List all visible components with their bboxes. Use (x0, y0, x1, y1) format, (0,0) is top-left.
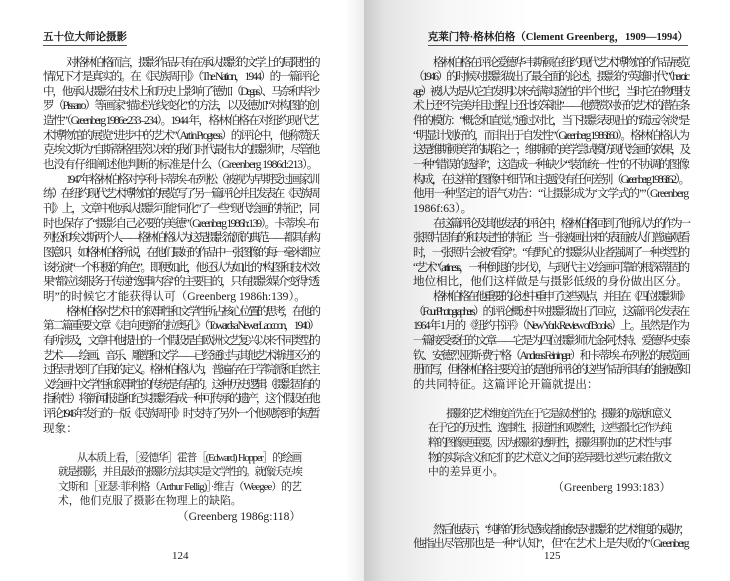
body-text-line: 指称性）将新闻报道和纪实摄影看成一种可传承的遗产，这个假设在他 (43, 392, 318, 406)
body-text-line: “明显计划好的，而非出于自发性”（Greenberg 1986f:60）。格林伯格认为 (413, 128, 688, 142)
body-text-line: 他指出尽管那也是一种“认知”，但“在艺术上是失败的”（Greenberg (413, 537, 688, 551)
body-text-line: 张照片固有的和决定性的特征：当一张被画出来的表面被人们普遍观看 (413, 231, 688, 245)
body-text-line: 该扮演“一个积极的角色”。即便如此，他还认为如此的“构图和技术效 (43, 260, 318, 274)
block-quote-line: 就是摄影，并且最好的摄影方法其实是文学性的。就像沃克·埃 (58, 466, 301, 479)
running-header-chapter-title: 克莱门特·格林伯格（Clement Greenberg，1909—1994） (428, 29, 688, 46)
body-text-line: 列松和埃文斯两个人——格林伯格认为这是摄影流派的典范——都具有构 (43, 231, 318, 245)
body-text-line: 对格林伯格而言，摄影作品只有在承认摄影的文学上的局限性的 (66, 55, 318, 69)
body-text-line: 1947 年格林伯格对亨利·卡蒂埃–布列松（被视为早期受过画家训 (66, 172, 318, 186)
block-quote-line: 摄影的艺术维度首先在于它是叙述性的；摄影的成就和意义 (446, 407, 670, 420)
body-text-line: 他用一种坚定的语气劝告：“让摄影成为‘文学式的’”（Greenberg (413, 187, 688, 201)
body-text-line: 克·埃文斯为“自斯蒂格里茨以来的我们时代最伟大的摄影师”，尽管他 (43, 143, 318, 157)
body-text-line: 一种“错误的选择”，这造成一种缺少“装饰统一性”的不协调的图像 (413, 158, 688, 172)
body-text-line: 现象： (43, 421, 78, 435)
block-quote-line: 物的实际含义和它们的艺术意义之间的差异要比这些元素在散文 (428, 451, 670, 464)
body-text-line: 明”的时候它才能获得认可（Greenberg 1986h:139）。 (43, 289, 306, 303)
page-number: 124 (172, 550, 189, 562)
body-text-line: 图意识，如格林伯格所说，在他们最好的作品中一张图像的每一毫米都应 (43, 245, 318, 259)
left-page (0, 0, 364, 581)
body-text-line: age）被认为是从它自发明以来充满实验性的半个世纪，当时它在物理技 (413, 84, 688, 98)
right-page (364, 0, 730, 581)
body-text-line: 册而写，但格林伯格主要关注的是他所评论的这些作品所具有的能被感知 (413, 363, 688, 377)
body-text-line: （1946）的时候对摄影做出了最全面的论述。摄影的“英雄时代”（heroic (413, 70, 688, 84)
body-text-line: 时也保存了“摄影自己必要的美德”（Greenberg 1986h:139）。卡蒂埃–布 (43, 216, 318, 230)
body-text-line: 格林伯格在评论爱德华·韦斯顿在纽约现代艺术博物馆的作品展览 (433, 55, 688, 69)
body-text-line: 罗（Pissarro）等画家“描述光线变化”的方法，以及德加“对构图的创 (43, 99, 318, 113)
quote-citation: （Greenberg 1993:183） (552, 480, 671, 494)
body-text-line: 造性”（Greenberg 1986e:233–234）。1944 年，格林伯格在对纽约现代艺 (43, 114, 318, 128)
page-number: 125 (544, 550, 561, 562)
body-text-line: 术上还“不完美并且过程上还比较笨拙”——他赞赏对好的艺术的潜在条 (413, 99, 688, 113)
block-quote-line: 在于它的历史性、逸事性、报道性和观察性，这些都比它作为纯 (428, 422, 670, 435)
running-header-book-title: 五十位大师论摄影 (43, 29, 127, 46)
body-text-line: 刊》上，文章中他承认摄影可能“同化”了一些“现代绘画的特征”，同 (43, 202, 318, 215)
body-text-line: 过程寻找到了自我的定义。格林伯格认为，普遍存在于学院派和自然主 (43, 363, 318, 377)
body-text-line: 然后他表示，“纯粹的形式感或者抽象是对摄影的艺术维度的威胁”， (433, 522, 688, 536)
body-text-line: 果”都应该服务于传递“逸事内容”的主要目的，只有摄影媒介变得“透 (43, 275, 318, 289)
body-text-line: 情况下才是真实的。在《民族周刊》（The Nation，1944）的一篇评论 (43, 70, 318, 84)
body-text-line: 地位相比，他们这样做是与摄影低级的身份做出区分。 (413, 275, 688, 289)
body-text-line: 中，他承认摄影在技术上和历史上影响了德加（Degas）、马奈和毕沙 (43, 84, 318, 98)
body-text-line: 格林伯格在他重要的论述中重申了这些观点，并且在《四位摄影师》 (433, 289, 688, 303)
body-text-line: 件的模仿：“概念和直觉。”通过对比，当下摄影表现出的“疏远冷淡”是 (413, 114, 688, 128)
body-text-line: 义绘画中文学性和叙事性的传统是有害的。这种历史逻辑（摄影固有的 (43, 377, 318, 391)
body-text-line: 的共同特征。这篇评论开篇就提出： (413, 377, 599, 391)
body-text-line: 一篇接受委任的文章——它是为四位摄影师尤金·阿杰特、爱德华·史泰 (413, 333, 688, 347)
block-quote-line: 中的差异更小。 (428, 466, 504, 479)
quote-citation: （Greenberg 1986g:118） (177, 509, 301, 523)
body-text-line: 练）在纽约现代艺术博物馆的展览写了另一篇评论并且发表在《民族周 (43, 187, 318, 201)
body-text-line: 评论 1946 年发行的一版《民族周刊》时支持了另外一个他观察到的短暂 (43, 407, 318, 421)
block-quote-line: 文斯和［亚瑟·菲利格（Arthur Fellig)］·维吉（Weegee）的艺 (58, 480, 301, 493)
body-text-line: 也没有仔细阐述他判断的标准是什么（Greenberg 1986d:213）。 (43, 158, 318, 172)
block-quote-line: 从本质上看，［爱德华］霍普［(Edward) Hopper］的绘画 (77, 451, 301, 464)
body-text-line: 时，一张照片会被“看穿”。“有野心的”摄影从业者强调了一种类型的 (413, 245, 688, 259)
body-text-line: 术博物馆的展览“进步中的艺术”（Art in Progress）的评论中，他称赞沃 (43, 128, 318, 142)
body-text-line: 构成，在这样的图像中细节和主题没有任何差别（Greenberg 1986f:62）。 (413, 172, 688, 186)
body-text-line: 有所涉及，文章中他提出的一个假设是自欧洲文艺复兴以来不同类型的 (43, 333, 318, 347)
body-text-line: 格林伯格对艺术中的叙事性和文学性所占核心位置的思考，在他的 (66, 304, 318, 318)
body-text-line: 钦、安德烈亚斯·费宁格（Andreas Feininger）和卡蒂埃–布列松的展览画 (413, 348, 688, 362)
body-text-line: 这是维斯顿美学的缺陷之一，维斯顿的美学尝试模仿现代绘画的效果，及 (413, 143, 688, 157)
body-text-line: 1986f:63）。 (413, 202, 473, 215)
block-quote-line: 术，他们克服了摄影在物理上的缺陷。 (58, 495, 242, 508)
body-text-line: 1964 年 1 月的《纽约书评》（New York Review of Books）上。虽然是作为 (413, 319, 688, 333)
body-text-line: 在这篇评论及其他发表的评论中，格林伯格回到了他所认为的作为一 (433, 216, 688, 230)
body-text-line: （Four Photographers）的评论概述中对摄影做出了回应，这篇评论发表在 (413, 304, 688, 318)
body-text-line: “艺术”（artiness，一种倒退的步伐），与现代主义绘画可靠的根深蒂固的 (413, 260, 688, 274)
body-text-line: 艺术——绘画、音乐、雕塑和文学——已经通过与其他艺术渐进区分的 (43, 348, 318, 362)
block-quote-line: 粹的图像更重要。因为摄影的透明性，摄影里附加的艺术性与事 (428, 436, 670, 449)
body-text-line: 第二篇重要文章《走向更新的拉奥孔》（Towards a Newer Laocoon，1940） (43, 319, 318, 333)
